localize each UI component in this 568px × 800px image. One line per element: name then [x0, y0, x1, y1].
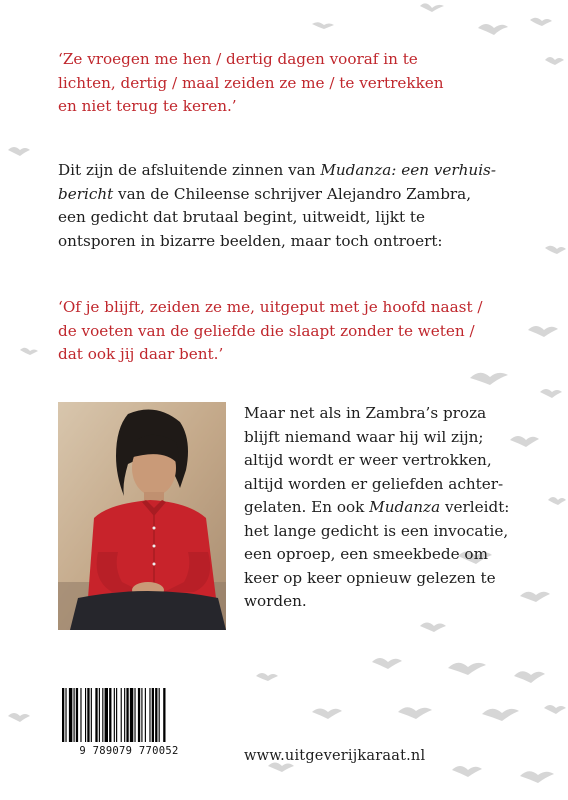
- second-quote: [58, 296, 528, 367]
- paragraph-line: altijd wordt er weer vertrokken,: [244, 451, 492, 469]
- publisher-url[interactable]: www.uitgeverijkaraat.nl: [244, 748, 426, 764]
- intro-text: ontsporen in bizarre beelden, maar toch ontroert:: [58, 231, 443, 250]
- book-title: Mudanza: een verhuis-: [320, 161, 496, 179]
- isbn-barcode: [58, 688, 200, 760]
- intro-paragraph: [58, 159, 528, 253]
- book-title: Mudanza: [369, 498, 441, 516]
- paragraph-line: verleidt:: [440, 498, 510, 516]
- quote-line: dat ook jij daar bent.’: [58, 345, 224, 363]
- quote-line: ‘Of je blijft, zeiden ze me, uitgeput met je hoofd naast /: [58, 298, 483, 316]
- quote-line: ‘Ze vroegen me hen / dertig dagen vooraf in te: [58, 50, 418, 68]
- paragraph-line: het lange gedicht is een invocatie,: [244, 521, 509, 540]
- isbn-number: 9 789079 770052: [79, 745, 179, 757]
- intro-text: een gedicht dat brutaal begint, uitweidt, lijkt te: [58, 208, 426, 226]
- intro-text: Dit zijn de afsluitende zinnen van: [58, 161, 321, 179]
- paragraph-line: keer op keer opnieuw gelezen te: [244, 568, 496, 587]
- book-title-continued: bericht: [58, 184, 114, 203]
- paragraph-line: blijft niemand waar hij wil zijn;: [244, 427, 484, 446]
- paragraph-line: Maar net als in Zambra’s proza: [244, 404, 487, 422]
- author-paragraph: [244, 402, 534, 614]
- barcode-bars: [58, 688, 200, 744]
- intro-text: van de Chileense schrijver Alejandro Zambra,: [113, 184, 472, 203]
- paragraph-line: gelaten. En ook: [244, 498, 370, 516]
- quote-line: lichten, dertig / maal zeiden ze me / te vertrekken: [58, 73, 444, 92]
- paragraph-line: altijd worden er geliefden achter-: [244, 474, 504, 493]
- paragraph-line: worden.: [244, 592, 307, 610]
- quote-line: de voeten van de geliefde die slaapt zonder te weten /: [58, 321, 475, 340]
- author-photo: [58, 402, 226, 630]
- opening-quote: [58, 48, 528, 119]
- quote-line: en niet terug te keren.’: [58, 97, 237, 115]
- paragraph-line: een oproep, een smeekbede om: [244, 545, 488, 563]
